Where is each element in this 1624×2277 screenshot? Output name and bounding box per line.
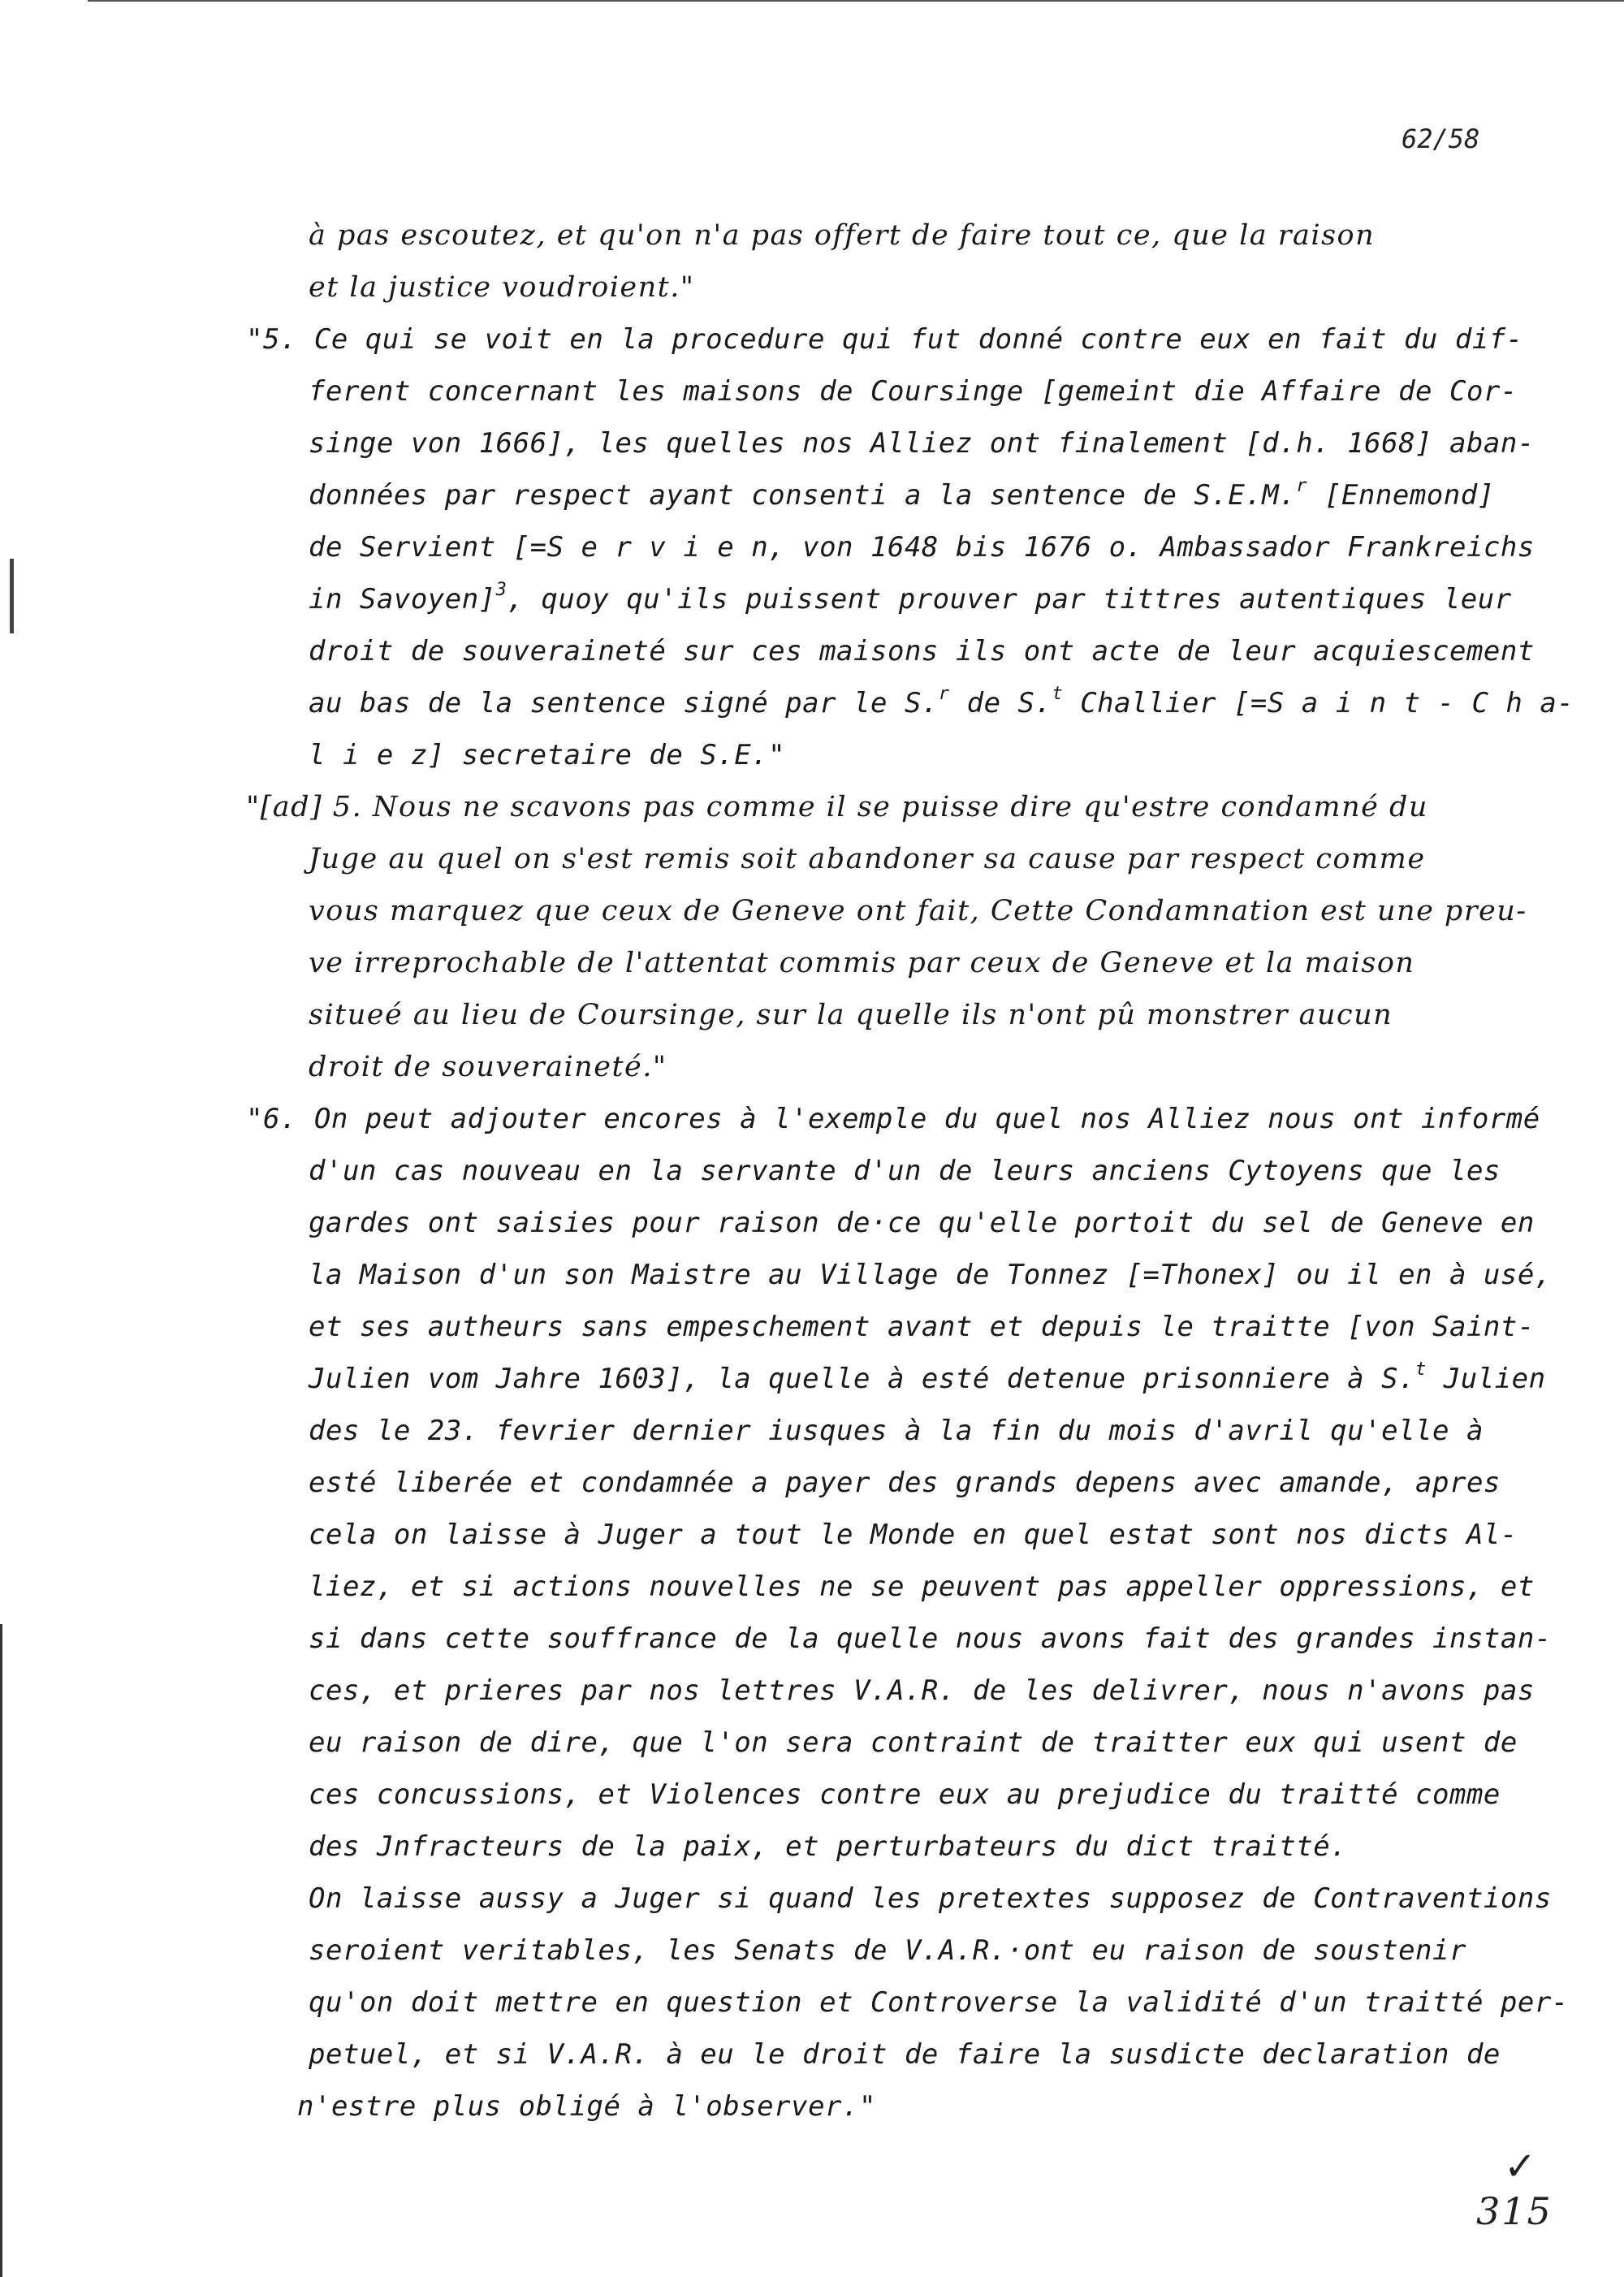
text-line: esté liberée et condamnée a payer des grands depens avec amande, apres (309, 1467, 1501, 1499)
text-line: droit de souveraineté." (309, 1051, 667, 1083)
text-line: si dans cette souffrance de la quelle nous avons fait des grandes instan- (309, 1622, 1552, 1655)
text-line: vous marquez que ceux de Geneve ont fait, Cette Condamnation est une preu- (309, 895, 1527, 927)
left-edge-shadow (0, 1624, 2, 2277)
text-line: des le 23. fevrier dernier iusques à la fin du mois d'avril qu'elle à (309, 1415, 1484, 1447)
page-number: 62/58 (1402, 123, 1480, 154)
text-line: in Savoyen]$^3$, quoy qu'ils puissent prouver par tittres autentiques leur (309, 580, 1512, 616)
text-line: ces, et prieres par nos lettres V.A.R. de les delivrer, nous n'avons pas (309, 1674, 1535, 1707)
text-line: "6. On peut adjouter encores à l'exemple du quel nos Alliez nous ont informé (246, 1103, 1540, 1135)
text-line: à pas escoutez, et qu'on n'a pas offert de faire tout ce, que la raison (309, 219, 1376, 252)
text-line: singe von 1666], les quelles nos Alliez ont finalement [d.h. 1668] aban- (309, 427, 1535, 460)
margin-mark (10, 559, 14, 633)
text-line: au bas de la sentence signé par le S.$^r$ de S.$^t$ Challier [=S a i n t - C h a- (309, 684, 1574, 719)
text-line: des Jnfracteurs de la paix, et perturbateurs du dict traitté. (309, 1830, 1348, 1863)
text-line: n'estre plus obligé à l'observer." (297, 2090, 876, 2123)
text-line: et ses autheurs sans empeschement avant et depuis le traitte [von Saint- (309, 1311, 1535, 1343)
check-mark: ✓ (1504, 2144, 1537, 2189)
text-line: "[ad] 5. Nous ne scavons pas comme il se puisse dire qu'estre condamné du (246, 791, 1428, 823)
text-line: Juge au quel on s'est remis soit abandoner sa cause par respect comme (309, 843, 1426, 875)
text-line: Julien vom Jahre 1603], la quelle à esté detenue prisonniere à S.$^t$ Julien (309, 1359, 1546, 1395)
top-rule (88, 0, 1624, 2)
text-line: et la justice voudroient." (309, 271, 695, 304)
text-line: eu raison de dire, que l'on sera contraint de traitter eux qui usent de (309, 1726, 1518, 1759)
text-line: de Servient [=S e r v i e n, von 1648 bis 1676 o. Ambassador Frankreichs (309, 531, 1535, 564)
text-line: liez, et si actions nouvelles ne se peuvent pas appeller oppressions, et (309, 1571, 1535, 1603)
text-line: petuel, et si V.A.R. à eu le droit de faire la susdicte declaration de (309, 2038, 1501, 2071)
text-line: données par respect ayant consenti a la sentence de S.E.M.$^r$ [Ennemond] (309, 476, 1495, 512)
text-line: ferent concernant les maisons de Coursinge [gemeint die Affaire de Cor- (309, 375, 1518, 408)
text-line: situeé au lieu de Coursinge, sur la quelle ils n'ont pû monstrer aucun (309, 999, 1393, 1031)
text-line: la Maison d'un son Maistre au Village de Tonnez [=Thonex] ou il en à usé, (309, 1259, 1552, 1291)
text-line: gardes ont saisies pour raison de·ce qu'elle portoit du sel de Geneve en (309, 1207, 1535, 1239)
text-line: droit de souveraineté sur ces maisons ils ont acte de leur acquiescement (309, 635, 1535, 668)
text-line: l i e z] secretaire de S.E." (309, 739, 786, 771)
text-line: qu'on doit mettre en question et Controverse la validité d'un traitté per- (309, 1986, 1569, 2019)
text-line: "5. Ce qui se voit en la procedure qui fut donné contre eux en fait du dif- (246, 323, 1523, 356)
text-line: ve irreprochable de l'attentat commis par ceux de Geneve et la maison (309, 947, 1415, 979)
text-line: d'un cas nouveau en la servante d'un de leurs anciens Cytoyens que les (309, 1155, 1501, 1187)
text-line: ces concussions, et Violences contre eux au prejudice du traitté comme (309, 1778, 1501, 1811)
text-line: seroient veritables, les Senats de V.A.R.·ont eu raison de soustenir (309, 1934, 1466, 1967)
folio-number: 315 (1476, 2189, 1553, 2233)
text-line: On laisse aussy a Juger si quand les pretextes supposez de Contraventions (309, 1882, 1552, 1915)
text-line: cela on laisse à Juger a tout le Monde en quel estat sont nos dicts Al- (309, 1519, 1518, 1551)
